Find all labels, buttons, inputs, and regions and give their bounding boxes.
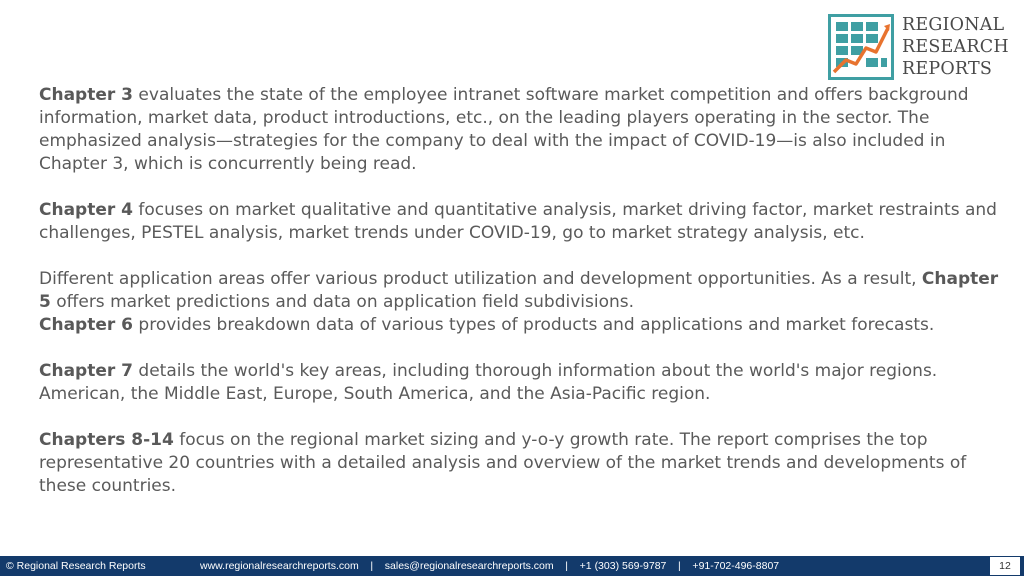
chapter-summary <box>39 84 999 521</box>
paragraph-text: offers market predictions and data on application field subdivisions. <box>50 292 635 312</box>
footer-copyright: © Regional Research Reports <box>6 560 146 572</box>
paragraph-text: focus on the regional market sizing and y-o-y growth rate. The report comprises the top representative 20 countries with a detailed analysis and overview of the market trends and developments of these countries. <box>39 430 967 496</box>
brand-line-3: REPORTS <box>902 59 993 79</box>
chapter-label: Chapter 5 <box>39 269 999 312</box>
brand-logo <box>828 14 1018 82</box>
chapter-label: Chapters 8-14 <box>39 430 174 450</box>
paragraph-chapter-7 <box>39 360 999 406</box>
chapter-label: Chapter 6 <box>39 315 134 335</box>
paragraph-chapter-3 <box>39 84 999 176</box>
brand-line-1: REGIONAL <box>902 15 1005 35</box>
brand-line-2: RESEARCH <box>902 37 1009 57</box>
footer-contact-info: www.regionalresearchreports.com | sales@regionalresearchreports.com | +1 (303) 569-9787 | +91-702-496-8807 <box>200 560 780 572</box>
chapter-label: Chapter 3 <box>39 85 134 105</box>
brand-name <box>902 14 1009 80</box>
chapter-label: Chapter 4 <box>39 200 134 220</box>
paragraph-chapter-6 <box>39 314 999 337</box>
paragraph-text: provides breakdown data of various types of products and applications and market forecasts. <box>133 315 935 335</box>
paragraph-chapters-8-14 <box>39 429 999 498</box>
paragraph-text: details the world's key areas, including thorough information about the world's major regions. American, the Middle East, Europe, South America, and the Asia-Pacific region. <box>39 361 938 404</box>
chapter-label: Chapter 7 <box>39 361 134 381</box>
paragraph-chapter-4 <box>39 199 999 245</box>
paragraph-text: focuses on market qualitative and quantitative analysis, market driving factor, market restraints and challenges, PESTEL analysis, market trends under COVID-19, go to market strategy analysis, etc. <box>39 200 997 243</box>
page-number: 12 <box>990 557 1020 575</box>
paragraph-text: Different application areas offer various product utilization and development opportunities. As a result, <box>39 269 922 289</box>
footer-bar <box>0 556 1024 576</box>
chart-logo-icon <box>828 14 894 80</box>
paragraph-text: evaluates the state of the employee intranet software market competition and offers background information, market data, product introductions, etc., on the leading players operating in the sector. The emphasized analysis—strategies for the company to deal with the impact of COVID-19—is also included in Chapter 3, which is concurrently being read. <box>39 85 969 174</box>
paragraph-chapter-5 <box>39 268 999 314</box>
